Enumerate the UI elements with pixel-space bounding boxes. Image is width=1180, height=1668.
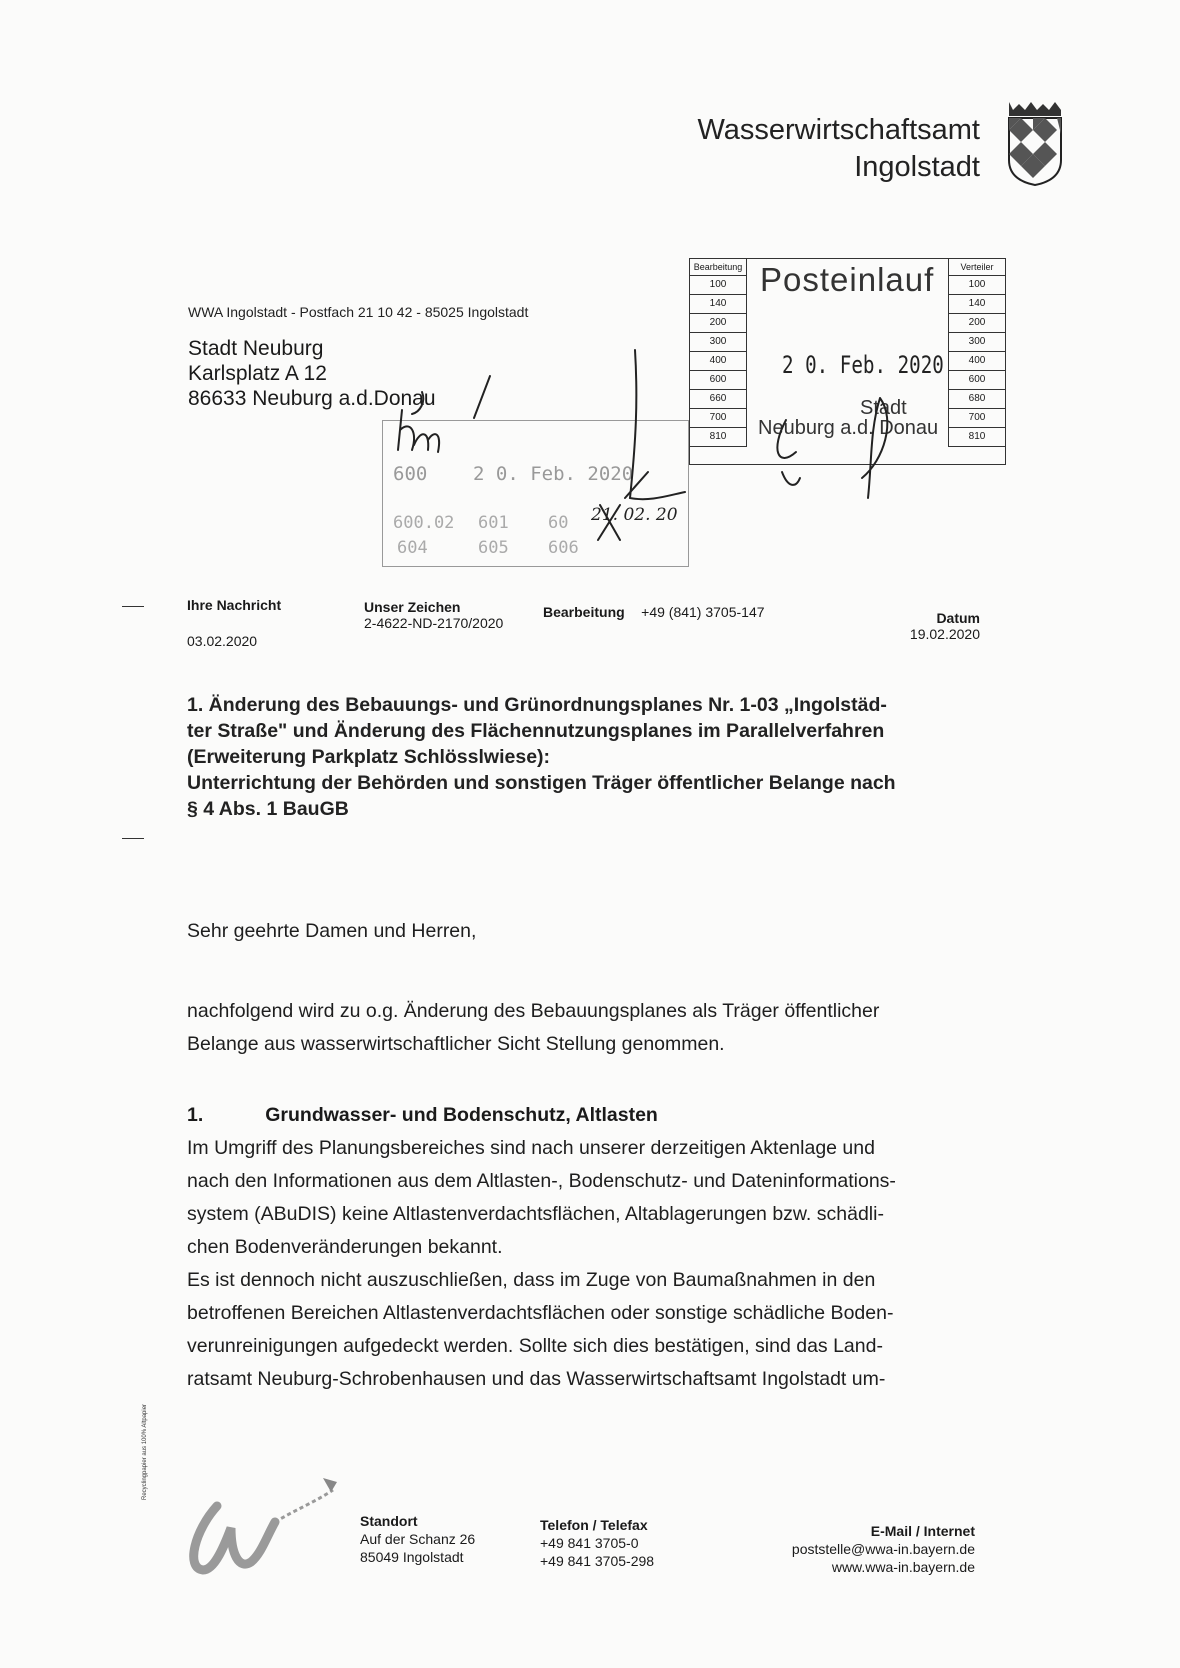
paragraph-line: chen Bodenveränderungen bekannt. bbox=[187, 1236, 503, 1258]
footer-telefon-label: Telefon / Telefax bbox=[540, 1517, 648, 1533]
stamp-left-head: Bearbeitung bbox=[690, 259, 746, 276]
stamp-code: 660 bbox=[690, 390, 746, 409]
ref-ihre bbox=[187, 597, 281, 649]
paragraph-line: betroffenen Bereichen Altlastenverdachtsflächen oder sonstige schädliche Boden- bbox=[187, 1302, 894, 1324]
subject-line: Unterrichtung der Behörden und sonstigen Träger öffentlicher Belange nach bbox=[187, 772, 896, 794]
footer-standort-label: Standort bbox=[360, 1513, 418, 1529]
footer-standort bbox=[360, 1512, 475, 1566]
stamp-code: 140 bbox=[949, 295, 1005, 314]
salutation: Sehr geehrte Damen und Herren, bbox=[187, 920, 477, 942]
stamp-code: 700 bbox=[690, 409, 746, 428]
stamp-code: 400 bbox=[690, 352, 746, 371]
stamp-city: Neuburg a.d. Donau bbox=[758, 417, 939, 439]
subject-line: § 4 Abs. 1 BauGB bbox=[187, 798, 349, 820]
stamp-date: 2 0. Feb. 2020 bbox=[782, 351, 944, 379]
stamp-code: 200 bbox=[949, 314, 1005, 333]
paragraph-line: verunreinigungen aufgedeckt werden. Sollte sich dies bestätigen, sind das Land- bbox=[187, 1335, 883, 1357]
ref-unser-value: 2-4622-ND-2170/2020 bbox=[364, 615, 504, 631]
paragraph-line: ratsamt Neuburg-Schrobenhausen und das Wasserwirtschaftsamt Ingolstadt um- bbox=[187, 1368, 886, 1390]
section-number: 1. bbox=[187, 1104, 204, 1126]
subject bbox=[187, 692, 957, 822]
recipient-line3: 86633 Neuburg a.d.Donau bbox=[188, 387, 436, 410]
paragraph-line: system (ABuDIS) keine Altlastenverdachtsflächen, Altablagerungen bzw. schädli- bbox=[187, 1203, 884, 1225]
agency-line2: Ingolstadt bbox=[854, 151, 980, 183]
agency-line1: Wasserwirtschaftsamt bbox=[697, 114, 980, 146]
ref-bearbeitung-value: +49 (841) 3705-147 bbox=[641, 604, 765, 620]
stamp-code: 300 bbox=[949, 333, 1005, 352]
intro-paragraph bbox=[187, 995, 947, 1061]
recycling-note: Recyclingpapier aus 100% Altpapier bbox=[142, 1403, 148, 1500]
distribution-row1-a: 600.02 bbox=[393, 513, 455, 533]
stamp-code: 100 bbox=[690, 276, 746, 295]
section-title: Grundwasser- und Bodenschutz, Altlasten bbox=[265, 1104, 658, 1126]
distribution-code: 600 bbox=[393, 463, 428, 485]
footer-email[interactable]: poststelle@wwa-in.bayern.de bbox=[791, 1541, 975, 1557]
section-paragraph bbox=[187, 1132, 947, 1396]
stamp-code: 300 bbox=[690, 333, 746, 352]
stamp-code: 810 bbox=[690, 428, 746, 447]
ref-unser-label: Unser Zeichen bbox=[364, 599, 461, 615]
intro-line: nachfolgend wird zu o.g. Änderung des Bebauungsplanes als Träger öffentlicher bbox=[187, 1000, 880, 1022]
distribution-row2-a: 604 bbox=[397, 538, 428, 558]
stamp-code: 680 bbox=[949, 390, 1005, 409]
distribution-row2-b: 605 bbox=[478, 538, 509, 558]
return-address: WWA Ingolstadt - Postfach 21 10 42 - 85025 Ingolstadt bbox=[188, 304, 529, 320]
footer-telefon-line2: +49 841 3705-298 bbox=[540, 1553, 655, 1569]
footer-telefon bbox=[540, 1516, 654, 1570]
ref-ihre-label: Ihre Nachricht bbox=[187, 597, 282, 613]
paragraph-line: Es ist dennoch nicht auszuschließen, dass im Zuge von Baumaßnahmen in den bbox=[187, 1269, 876, 1291]
section-heading bbox=[187, 1104, 658, 1127]
subject-line: ter Straße" und Änderung des Flächennutzungsplanes im Parallelverfahren bbox=[187, 720, 885, 742]
ref-bearbeitung-label: Bearbeitung bbox=[543, 604, 625, 620]
stamp-code: 600 bbox=[690, 371, 746, 390]
stamp-code: 700 bbox=[949, 409, 1005, 428]
subject-line: (Erweiterung Parkplatz Schlösslwiese): bbox=[187, 746, 551, 768]
stamp-title: Posteinlauf bbox=[760, 261, 935, 298]
ref-unser bbox=[364, 599, 503, 631]
intro-line: Belange aus wasserwirtschaftlicher Sicht Stellung genommen. bbox=[187, 1033, 725, 1055]
ref-bearbeitung bbox=[543, 604, 765, 622]
footer-web[interactable]: www.wwa-in.bayern.de bbox=[831, 1559, 975, 1575]
footer-email-label: E-Mail / Internet bbox=[870, 1523, 975, 1539]
footer-standort-line2: 85049 Ingolstadt bbox=[360, 1549, 464, 1565]
fold-mark-top bbox=[122, 606, 144, 607]
stamp-code: 140 bbox=[690, 295, 746, 314]
distribution-row2-c: 606 bbox=[548, 538, 579, 558]
footer-telefon-line1: +49 841 3705-0 bbox=[540, 1535, 639, 1551]
footer-standort-line1: Auf der Schanz 26 bbox=[360, 1531, 476, 1547]
ref-datum bbox=[880, 610, 980, 642]
stamp-code: 100 bbox=[949, 276, 1005, 295]
wwa-logo-icon bbox=[175, 1470, 345, 1580]
ref-datum-value: 19.02.2020 bbox=[909, 626, 980, 642]
recipient-line1: Stadt Neuburg bbox=[188, 337, 324, 360]
subject-line: 1. Änderung des Bebauungs- und Grünordnungsplanes Nr. 1-03 „Ingolstäd- bbox=[187, 694, 887, 716]
footer-contact bbox=[700, 1522, 975, 1576]
fold-mark-middle bbox=[122, 838, 144, 839]
paragraph-line: nach den Informationen aus dem Altlasten-, Bodenschutz- und Dateninformations- bbox=[187, 1170, 896, 1192]
distribution-row1-c: 60 bbox=[548, 513, 569, 533]
stamp-code: 810 bbox=[949, 428, 1005, 447]
stamp-code: 200 bbox=[690, 314, 746, 333]
stamp-code: 400 bbox=[949, 352, 1005, 371]
stamp-city-top: Stadt bbox=[860, 397, 907, 419]
recipient-line2: Karlsplatz A 12 bbox=[188, 362, 327, 385]
stamp-right-head: Verteiler bbox=[949, 259, 1005, 276]
ref-datum-label: Datum bbox=[936, 610, 980, 626]
paragraph-line: Im Umgriff des Planungsbereiches sind nach unserer derzeitigen Aktenlage und bbox=[187, 1137, 875, 1159]
handwritten-date: 21. 02. 20 bbox=[591, 505, 678, 525]
distribution-date: 2 0. Feb. 2020 bbox=[473, 463, 634, 485]
stamp-code: 600 bbox=[949, 371, 1005, 390]
distribution-row1-b: 601 bbox=[478, 513, 509, 533]
ref-ihre-value: 03.02.2020 bbox=[187, 633, 258, 649]
